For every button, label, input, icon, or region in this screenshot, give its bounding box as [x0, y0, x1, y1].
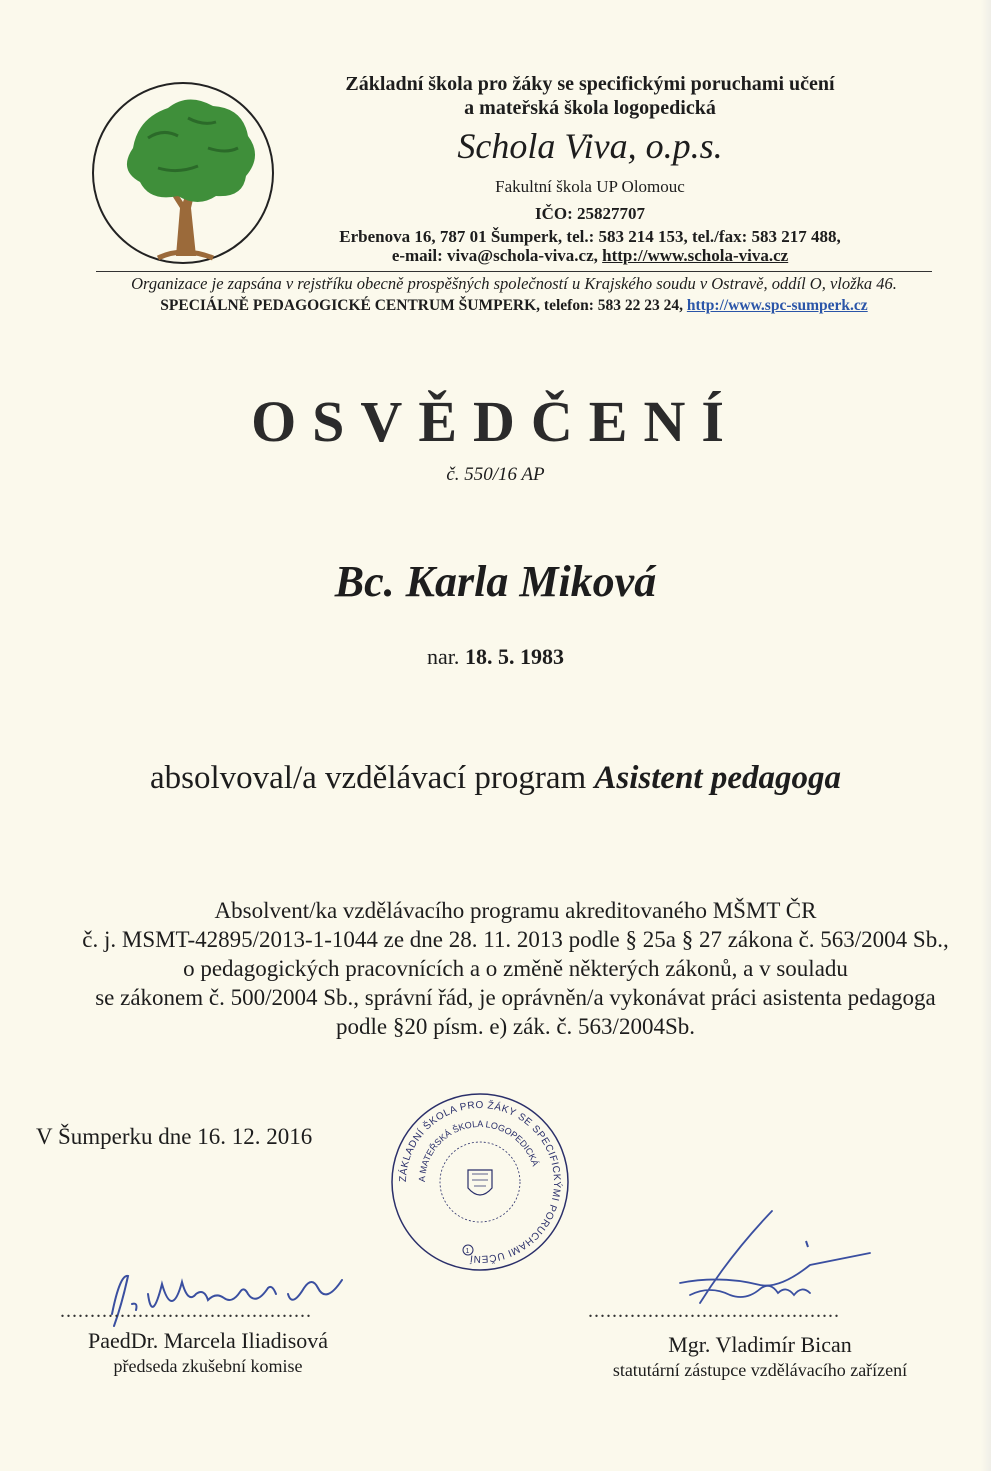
faculty-school-note: Fakultní škola UP Olomouc [495, 177, 685, 196]
place-and-date: V Šumperku dne 16. 12. 2016 [36, 1124, 313, 1149]
school-address: Erbenova 16, 787 01 Šumperk, tel.: 583 214 153, tel./fax: 583 217 488, [339, 227, 841, 246]
school-brand-name: Schola Viva, o.p.s. [457, 126, 723, 166]
signatory-right-name: Mgr. Vladimír Bican [668, 1332, 852, 1357]
certificate-number: č. 550/16 AP [446, 464, 545, 485]
spc-contact [96, 297, 932, 315]
school-contact [300, 246, 880, 266]
signatory-right-role: statutární zástupce vzdělávacího zařízení [612, 1360, 908, 1380]
school-name-line-1: Základní škola pro žáky se specifickými poruchami učení [345, 73, 835, 95]
body-line: č. j. MSMT-42895/2013-1-1044 ze dne 28. 11. 2013 podle § 25a § 27 zákona č. 563/2004 Sb., [82, 927, 949, 952]
school-name-line-2: a mateřská škola logopedická [464, 97, 716, 119]
body-line: podle §20 písm. e) zák. č. 563/2004Sb. [335, 1014, 695, 1039]
svg-text:A MATEŘSKÁ ŠKOLA LOGOPEDICKÁ [417, 1119, 541, 1182]
birth-date: 18. 5. 1983 [464, 644, 564, 669]
signature-line-left: .......................................... [60, 1300, 312, 1322]
program-prefix: absolvoval/a vzdělávací program [149, 760, 595, 796]
email-text: e-mail: viva@schola-viva.cz, [391, 246, 603, 265]
signature-line-right: .......................................... [588, 1300, 840, 1322]
birth-date-line [0, 644, 991, 670]
stamp-number: 1 [465, 1248, 470, 1255]
paper-edge [981, 0, 991, 1471]
signatory-left-role: předseda zkušební komise [113, 1356, 303, 1376]
body-line: se zákonem č. 500/2004 Sb., správní řád, je oprávněn/a vykonávat práci asistenta pedagoga [95, 985, 936, 1010]
header-divider [96, 271, 932, 272]
company-id: IČO: 25827707 [534, 204, 646, 223]
birth-prefix: nar. [427, 644, 465, 669]
certificate-holder-name: Bc. Karla Miková [334, 557, 657, 606]
school-logo [88, 78, 278, 268]
body-line: Absolvent/ka vzdělávacího programu akreditovaného MŠMT ČR [214, 898, 817, 923]
program-name: Asistent pedagoga [594, 760, 841, 796]
spc-website-link[interactable]: http://www.spc-sumperk.cz [686, 297, 868, 314]
program-line [0, 760, 991, 797]
stamp-outer-text: ZÁKLADNÍ ŠKOLA PRO ŽÁKY SE SPECIFICKÝMI PORUCHAMI UČENÍ [397, 1099, 563, 1265]
signature-left [92, 1264, 372, 1334]
body-line: o pedagogických pracovnících a o změně některých zákonů, a v souladu [183, 956, 848, 981]
official-stamp [388, 1090, 572, 1274]
spc-text: SPECIÁLNĚ PEDAGOGICKÉ CENTRUM ŠUMPERK, telefon: 583 22 23 24, [160, 297, 687, 314]
certificate-title: OSVĚDČENÍ [251, 389, 740, 454]
registry-note: Organizace je zapsána v rejstříku obecně prospěšných společností u Krajského soudu v Ostravě, oddíl O, vložka 46. [131, 274, 897, 293]
stamp-inner-text: A MATEŘSKÁ ŠKOLA LOGOPEDICKÁ [416, 1118, 541, 1183]
certificate-body [20, 896, 991, 1041]
school-website-link[interactable]: http://www.schola-viva.cz [602, 246, 789, 265]
signatory-left-name: PaedDr. Marcela Iliadisová [87, 1328, 329, 1353]
